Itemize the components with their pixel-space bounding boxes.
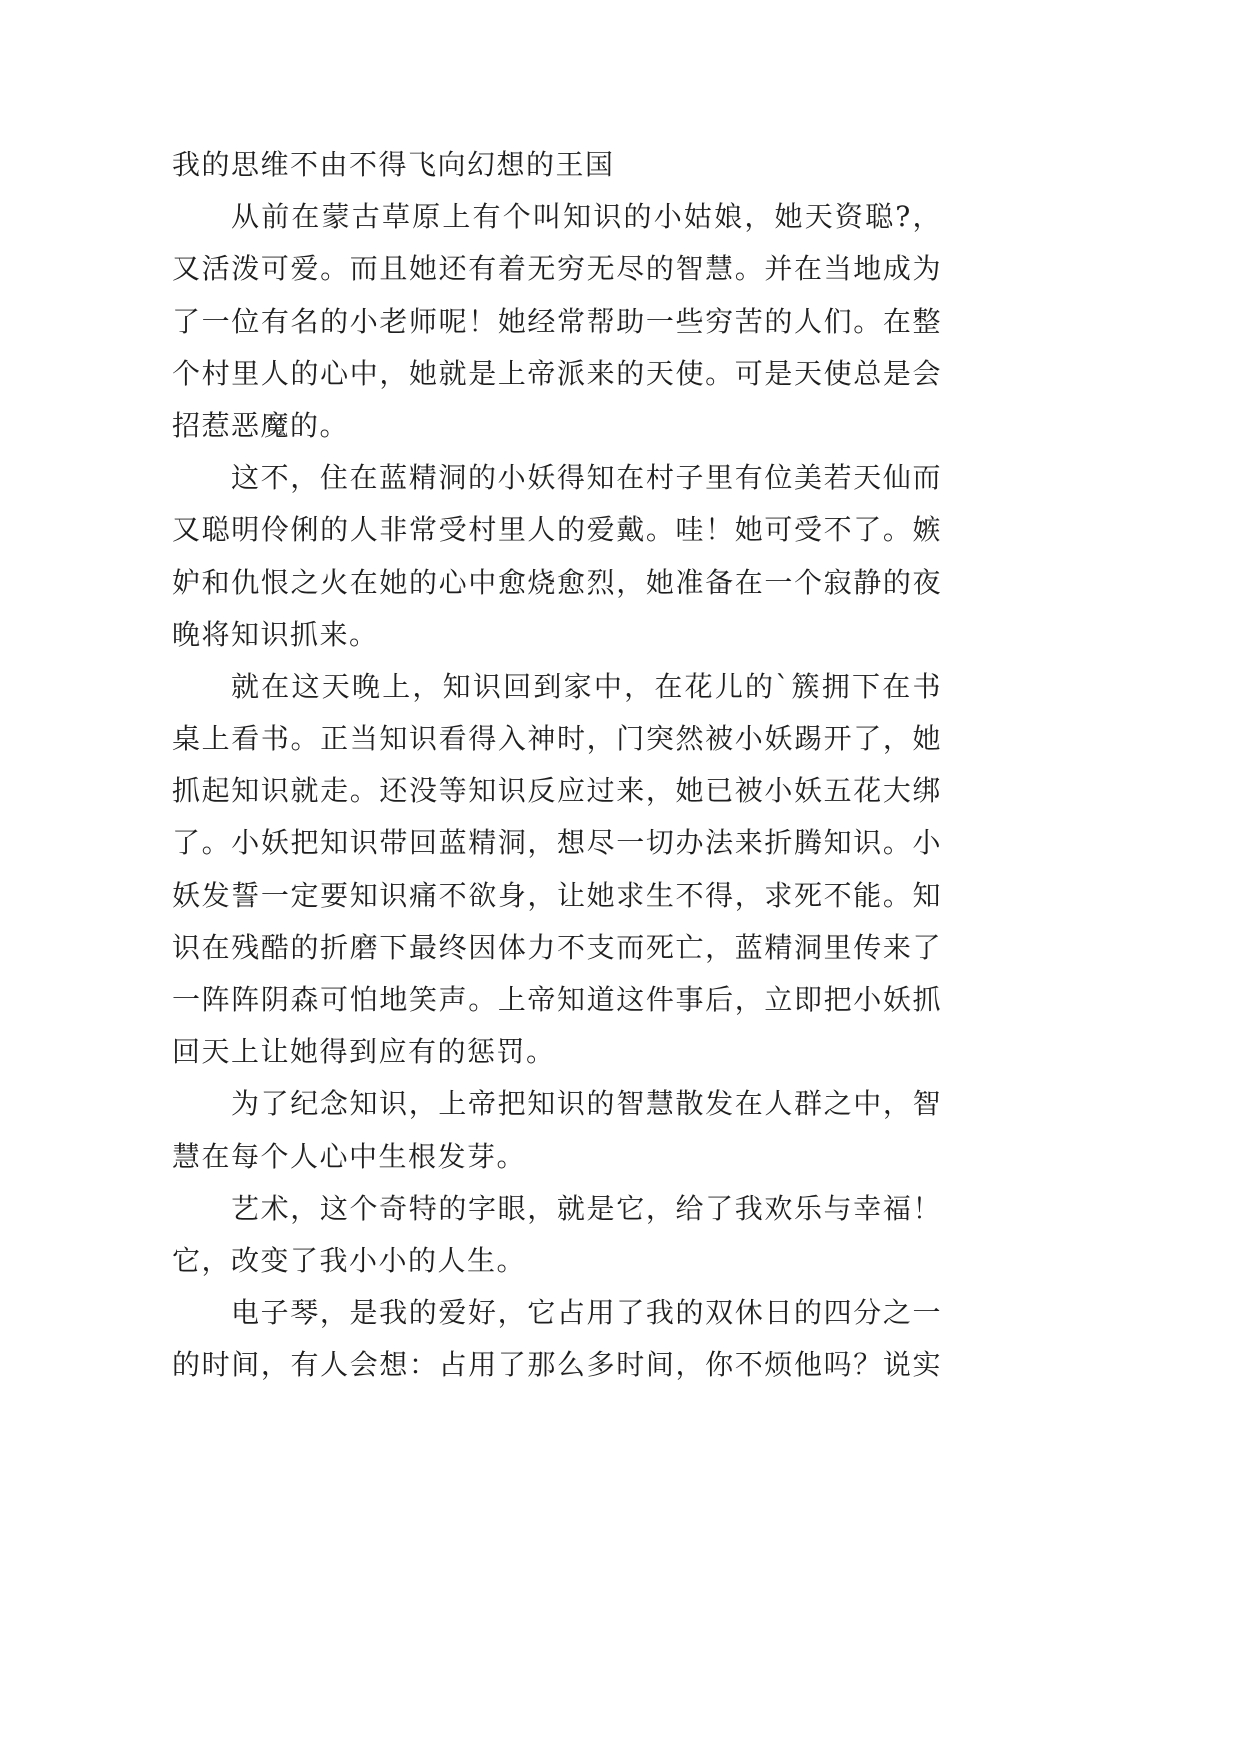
text-line: 抓起知识就走。还没等知识反应过来，她已被小妖五花大绑 xyxy=(172,774,942,808)
text-line: 为了纪念知识，上帝把知识的智慧散发在人群之中，智 xyxy=(231,1087,942,1121)
text-line: 这不，住在蓝精洞的小妖得知在村子里有位美若天仙而 xyxy=(231,461,942,495)
text-line: 识在残酷的折磨下最终因体力不支而死亡，蓝精洞里传来了 xyxy=(172,930,942,964)
text-line: 电子琴，是我的爱好，它占用了我的双休日的四分之一 xyxy=(231,1296,942,1330)
text-line: 就在这天晚上，知识回到家中，在花儿的`簇拥下在书 xyxy=(231,669,942,703)
paragraph xyxy=(172,1183,942,1287)
paragraph xyxy=(172,1287,942,1391)
text-line: 了一位有名的小老师呢！她经常帮助一些穷苦的人们。在整 xyxy=(172,304,942,338)
paragraph xyxy=(172,661,942,1079)
document-body xyxy=(172,139,942,1392)
text-line: 它，改变了我小小的人生。 xyxy=(172,1243,527,1277)
text-line: 又活泼可爱。而且她还有着无穷无尽的智慧。并在当地成为 xyxy=(172,252,942,286)
text-line: 晚将知识抓来。 xyxy=(172,617,379,651)
text-line: 个村里人的心中，她就是上帝派来的天使。可是天使总是会 xyxy=(172,356,942,390)
text-line: 又聪明伶俐的人非常受村里人的爱戴。哇！她可受不了。嫉 xyxy=(172,513,942,547)
paragraph xyxy=(172,452,942,661)
text-line: 从前在蒙古草原上有个叫知识的小姑娘，她天资聪?， xyxy=(231,200,942,234)
text-line: 我的思维不由不得飞向幻想的王国 xyxy=(172,148,615,181)
text-line: 桌上看书。正当知识看得入神时，门突然被小妖踢开了，她 xyxy=(172,722,942,756)
text-line: 一阵阵阴森可怕地笑声。上帝知道这件事后，立即把小妖抓 xyxy=(172,983,942,1016)
text-line: 招惹恶魔的。 xyxy=(172,408,350,442)
text-line: 的时间，有人会想：占用了那么多时间，你不烦他吗？说实 xyxy=(172,1348,942,1382)
paragraph xyxy=(172,191,942,452)
paragraph xyxy=(172,139,942,191)
text-line: 回天上让她得到应有的惩罚。 xyxy=(172,1035,556,1069)
paragraph xyxy=(172,1078,942,1182)
text-line: 妒和仇恨之火在她的心中愈烧愈烈，她准备在一个寂静的夜 xyxy=(172,565,942,599)
text-line: 艺术，这个奇特的字眼，就是它，给了我欢乐与幸福！ xyxy=(231,1191,942,1225)
text-line: 慧在每个人心中生根发芽。 xyxy=(172,1139,527,1173)
text-line: 了。小妖把知识带回蓝精洞，想尽一切办法来折腾知识。小 xyxy=(172,826,942,860)
text-line: 妖发誓一定要知识痛不欲身，让她求生不得，求死不能。知 xyxy=(172,878,942,912)
